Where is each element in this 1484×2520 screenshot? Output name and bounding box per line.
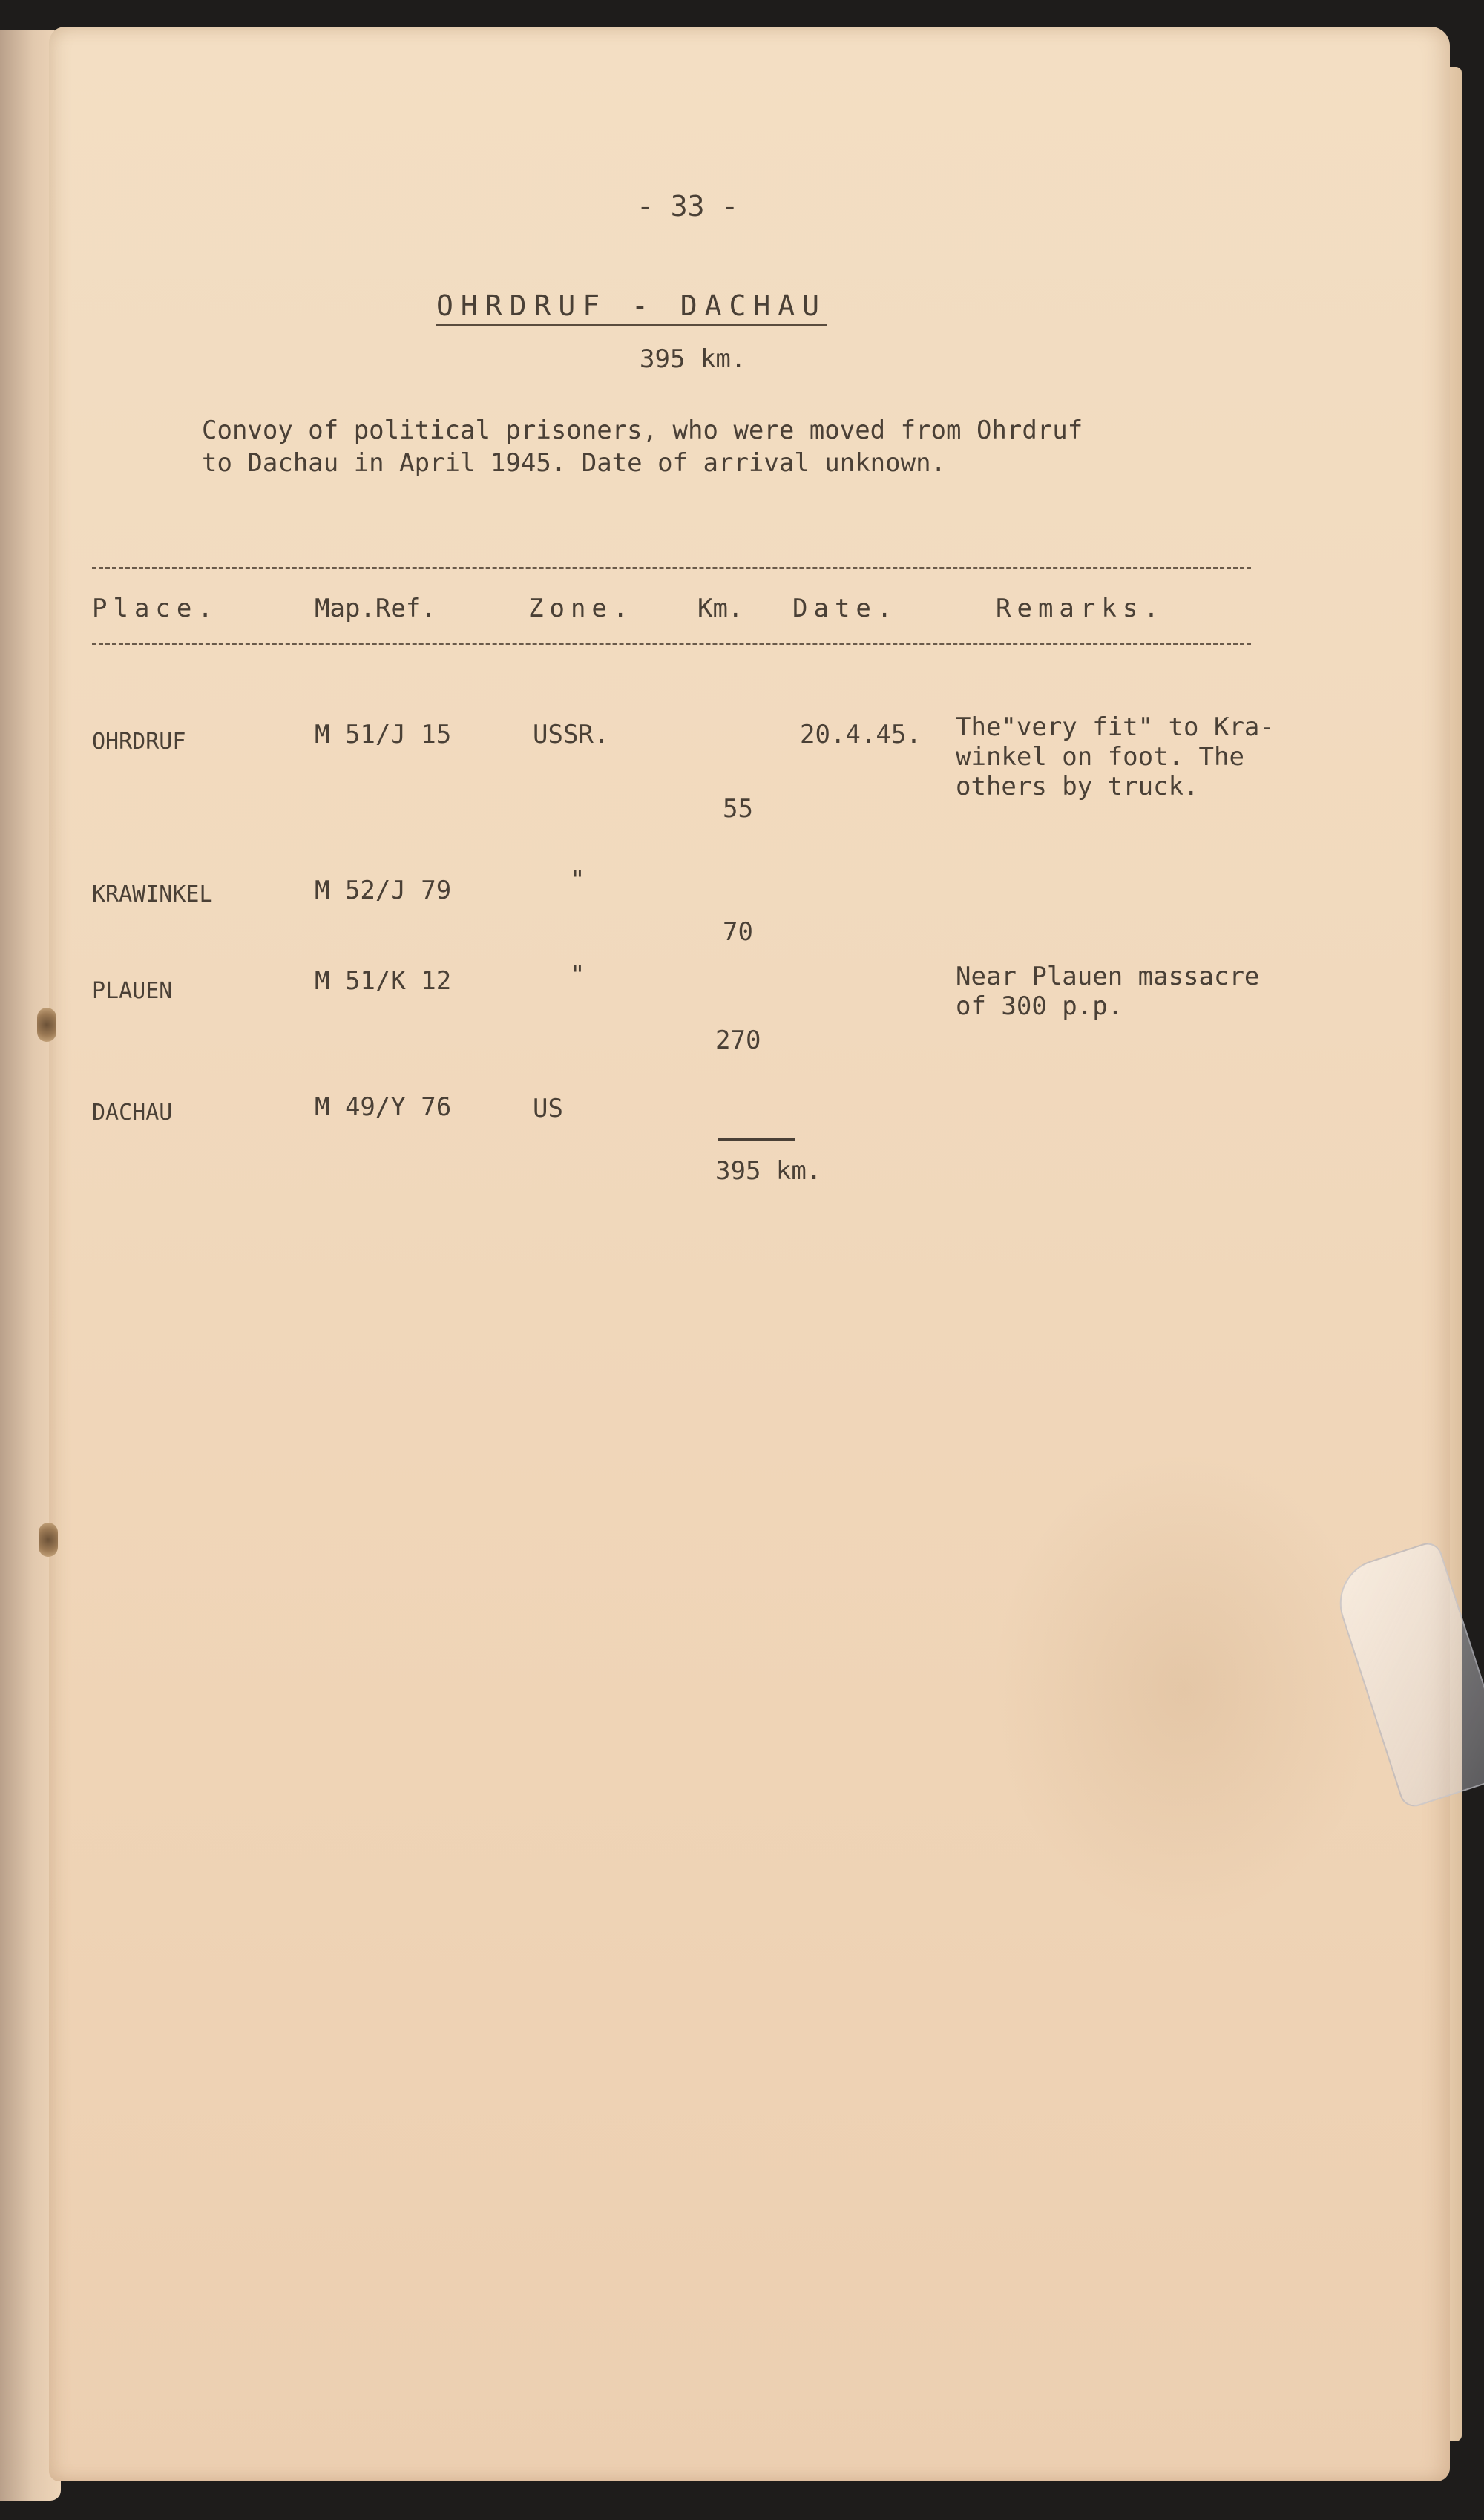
table-top-rule [92, 567, 1251, 569]
remark-line: The"very fit" to Kra- [956, 712, 1275, 742]
paper-stain [991, 1451, 1377, 1926]
binding-hole-top [37, 1008, 56, 1042]
header-remarks: Remarks. [996, 594, 1165, 623]
table-row-map-ref: M 49/Y 76 [315, 1092, 452, 1122]
route-distance: 395 km. [640, 344, 746, 374]
table-row-remarks [956, 712, 1275, 801]
table-row-map-ref: M 52/J 79 [315, 876, 452, 905]
remark-line: winkel on foot. The [956, 742, 1244, 772]
table-header-rule [92, 643, 1251, 645]
table-row-zone: US [533, 1094, 563, 1123]
segment-km: 70 [723, 917, 753, 947]
header-map-ref: Map.Ref. [315, 594, 436, 623]
page-number: - 33 - [637, 190, 739, 223]
header-km: Km. [697, 594, 743, 623]
table-row-place: PLAUEN [92, 978, 173, 1004]
segment-km: 55 [723, 794, 753, 824]
table-row-remarks [956, 962, 1259, 1021]
remark-line: others by truck. [956, 772, 1199, 801]
segment-km: 270 [715, 1026, 761, 1055]
table-row-date: 20.4.45. [800, 720, 922, 749]
intro-line-2: to Dachau in April 1945. Date of arrival unknown. [202, 448, 947, 478]
intro-paragraph [202, 414, 1083, 479]
binding-hole-bottom [39, 1523, 58, 1557]
table-row-zone: USSR. [533, 720, 609, 749]
table-row-zone: " [570, 960, 585, 990]
header-date: Date. [792, 594, 899, 623]
table-row-map-ref: M 51/K 12 [315, 966, 452, 996]
table-row-map-ref: M 51/J 15 [315, 720, 452, 749]
table-row-place: KRAWINKEL [92, 882, 213, 908]
total-km: 395 km. [715, 1156, 822, 1186]
remark-line: Near Plauen massacre [956, 962, 1260, 991]
table-row-zone: " [570, 865, 585, 895]
header-place: Place. [92, 594, 219, 623]
total-rule [718, 1138, 795, 1141]
document-title: OHRDRUF - DACHAU [436, 291, 827, 326]
header-zone: Zone. [528, 594, 634, 623]
table-row-place: DACHAU [92, 1100, 173, 1126]
table-row-place: OHRDRUF [92, 729, 186, 755]
document-page [49, 27, 1450, 2481]
intro-line-1: Convoy of political prisoners, who were moved from Ohrdruf [202, 416, 1083, 445]
remark-line: of 300 p.p. [956, 991, 1123, 1021]
